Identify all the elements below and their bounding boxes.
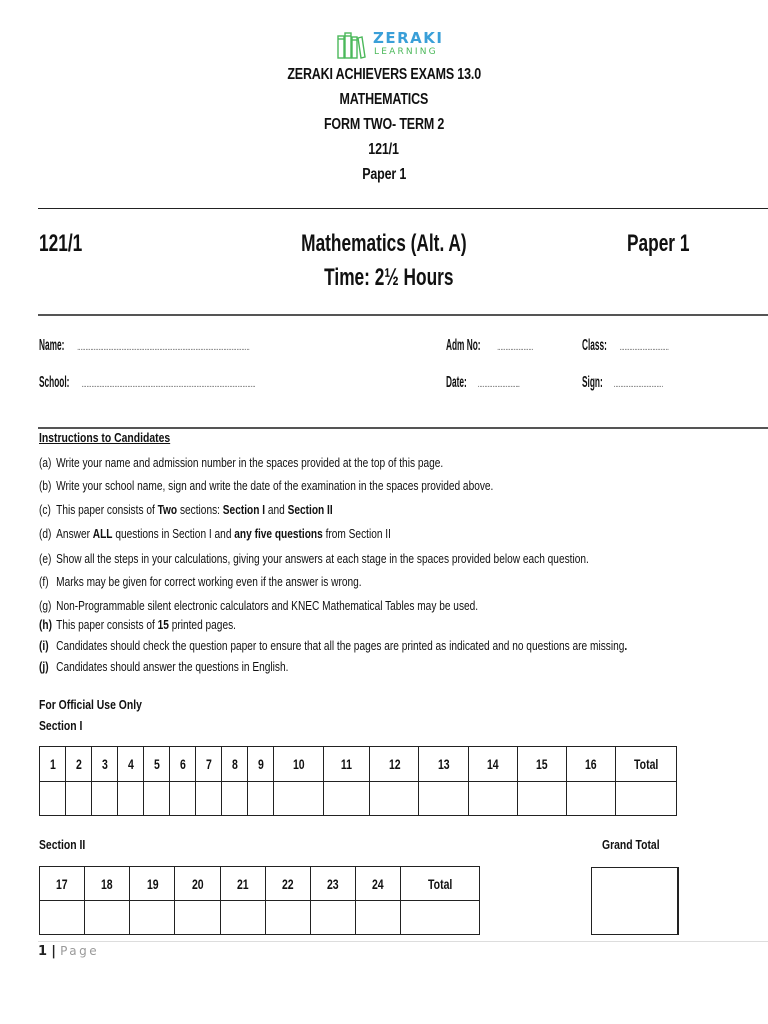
instruction-item (39, 574, 759, 589)
instruction-text: Write your school name, sign and write the date of the examination in the spaces provided above. (56, 478, 494, 493)
section1-header-cell: 3 (92, 747, 118, 782)
instruction-text: Answer (56, 526, 93, 541)
instruction-item (39, 478, 759, 493)
class-line: ………………………… (619, 342, 670, 353)
section2-score-cell[interactable] (310, 901, 355, 935)
section2-header-cell: 18 (85, 867, 130, 901)
instruction-text: and (265, 502, 288, 517)
paper-code: 121/1 (368, 141, 400, 158)
instruction-item (39, 598, 759, 613)
page-footer (38, 944, 99, 959)
sign-line: ………………………… (614, 379, 664, 390)
section1-header-cell: Total (616, 747, 677, 782)
instruction-letter: (d) (39, 526, 52, 541)
section1-header-cell: 13 (419, 747, 468, 782)
section2-score-cell[interactable] (85, 901, 130, 935)
section2-score-cell[interactable] (175, 901, 220, 935)
instruction-letter: (c) (39, 502, 51, 517)
footer-divider (38, 941, 768, 942)
section1-score-cell[interactable] (274, 782, 323, 816)
instruction-text: Candidates should check the question paper to ensure that all the pages are printed as indicated and no questions are missing (56, 638, 625, 653)
name-field[interactable]: Name: …………………………………………………………………………………………… (39, 337, 250, 354)
section2-marks-table (39, 866, 480, 935)
section1-score-cell[interactable] (323, 782, 370, 816)
section2-header-cell: 20 (175, 867, 220, 901)
logo-brand: ZERAKI (373, 29, 444, 47)
instruction-text: sections: (177, 502, 223, 517)
instructions-title: Instructions to Candidates (39, 430, 171, 445)
instruction-item (39, 502, 759, 517)
section1-header-cell: 8 (222, 747, 248, 782)
instruction-text: Write your name and admission number in the spaces provided at the top of this page. (56, 455, 444, 470)
subject-title: MATHEMATICS (339, 91, 429, 108)
school-line: ……………………………………………………………………………………………. (81, 379, 255, 390)
divider (38, 427, 768, 429)
section2-score-cell[interactable] (355, 901, 400, 935)
section1-score-cell[interactable] (66, 782, 92, 816)
header-title: Mathematics (Alt. A) (301, 230, 467, 257)
instruction-letter: (b) (39, 478, 52, 493)
section2-label: Section II (39, 837, 86, 852)
section1-header-cell: 4 (118, 747, 144, 782)
section2-score-cell[interactable] (130, 901, 175, 935)
instruction-item (39, 617, 759, 632)
section2-header-cell: 17 (40, 867, 85, 901)
section1-score-cell[interactable] (248, 782, 274, 816)
page-label: Page (60, 944, 100, 958)
page-separator: | (51, 944, 56, 959)
instruction-text: ALL (92, 526, 113, 541)
section1-marks-table (39, 746, 677, 816)
instruction-letter: (e) (39, 551, 52, 566)
section2-score-cell[interactable] (40, 901, 85, 935)
section1-score-cell[interactable] (468, 782, 517, 816)
date-line: …………………….. (478, 379, 520, 390)
instruction-text: Section II (287, 502, 333, 517)
section1-score-cell[interactable] (196, 782, 222, 816)
section1-score-cell[interactable] (40, 782, 66, 816)
instruction-text: from Section II (322, 526, 391, 541)
section1-score-cell[interactable] (616, 782, 677, 816)
divider (38, 314, 768, 316)
section1-header-cell: 2 (66, 747, 92, 782)
adm-no-field[interactable]: Adm No: …………………. (446, 337, 533, 354)
section1-score-cell[interactable] (92, 782, 118, 816)
class-field[interactable]: Class: ………………………… (582, 337, 670, 354)
section2-header-cell: 22 (265, 867, 310, 901)
header-paper: Paper 1 (627, 230, 690, 257)
section2-score-cell[interactable] (265, 901, 310, 935)
section2-score-cell[interactable] (220, 901, 265, 935)
section1-score-cell[interactable] (144, 782, 170, 816)
header-time: Time: 2½ Hours (324, 264, 454, 291)
section1-score-cell[interactable] (517, 782, 566, 816)
instruction-text: . (624, 638, 628, 653)
instruction-letter: (f) (39, 574, 49, 589)
section1-header-cell: 6 (170, 747, 196, 782)
instruction-text: Two (157, 502, 178, 517)
date-field[interactable]: Date: …………………….. (446, 374, 520, 391)
instruction-letter: (i) (39, 638, 49, 653)
instruction-letter: (g) (39, 598, 52, 613)
paper-number: Paper 1 (361, 166, 406, 183)
instruction-text: Show all the steps in your calculations, giving your answers at each stage in the spaces provided below each question. (56, 551, 589, 566)
section1-header-cell: 10 (274, 747, 323, 782)
zeraki-logo (336, 28, 446, 64)
section1-score-cell[interactable] (118, 782, 144, 816)
school-field[interactable]: School: ……………………………………………………………………………………………. (39, 374, 255, 391)
section2-header-cell: Total (401, 867, 480, 901)
instruction-item (39, 551, 759, 566)
section1-header-cell: 15 (517, 747, 566, 782)
section1-header-cell: 7 (196, 747, 222, 782)
official-use-title: For Official Use Only (39, 697, 142, 712)
section1-score-cell[interactable] (566, 782, 615, 816)
instruction-text: 15 (157, 617, 169, 632)
logo-tagline: LEARNING (374, 47, 438, 57)
section1-header-cell: 14 (468, 747, 517, 782)
section1-header-cell: 12 (370, 747, 419, 782)
section1-score-cell[interactable] (419, 782, 468, 816)
section2-header-cell: 19 (130, 867, 175, 901)
grand-total-box[interactable] (591, 867, 679, 935)
instruction-text: any five questions (234, 526, 323, 541)
section2-header-cell: 23 (310, 867, 355, 901)
instruction-text: Marks may be given for correct working even if the answer is wrong. (56, 574, 362, 589)
section1-header-cell: 16 (566, 747, 615, 782)
section1-score-cell[interactable] (222, 782, 248, 816)
instruction-item (39, 659, 759, 674)
section1-header-cell: 5 (144, 747, 170, 782)
section1-header-cell: 1 (40, 747, 66, 782)
instruction-text: printed pages. (168, 617, 236, 632)
grand-total-label: Grand Total (602, 837, 660, 852)
exam-title: ZERAKI ACHIEVERS EXAMS 13.0 (287, 66, 481, 83)
instruction-item (39, 638, 759, 653)
instruction-letter: (a) (39, 455, 52, 470)
instruction-text: questions in Section I and (112, 526, 235, 541)
header-code: 121/1 (39, 230, 83, 257)
section1-header-cell: 9 (248, 747, 274, 782)
instruction-text: This paper consists of (56, 502, 158, 517)
instruction-item (39, 455, 759, 470)
section2-header-cell: 24 (355, 867, 400, 901)
form-term: FORM TWO- TERM 2 (323, 116, 445, 133)
instruction-text: This paper consists of (56, 617, 158, 632)
page-number: 1 (38, 944, 48, 959)
instruction-letter: (h) (39, 617, 52, 632)
instruction-text: Section I (222, 502, 266, 517)
instruction-item (39, 526, 759, 541)
name-line: …………………………………………………………………………………………… (77, 342, 250, 353)
section1-score-cell[interactable] (170, 782, 196, 816)
divider (38, 208, 768, 209)
section2-score-cell[interactable] (401, 901, 480, 935)
sign-field[interactable]: Sign: ………………………… (582, 374, 664, 391)
section1-score-cell[interactable] (370, 782, 419, 816)
section1-label: Section I (39, 718, 83, 733)
instruction-text: Non-Programmable silent electronic calculators and KNEC Mathematical Tables may be used. (56, 598, 479, 613)
section1-header-cell: 11 (323, 747, 370, 782)
books-icon (336, 30, 366, 60)
instruction-text: Candidates should answer the questions in English. (56, 659, 289, 674)
adm-no-line: …………………. (497, 342, 533, 353)
instruction-letter: (j) (39, 659, 49, 674)
section2-header-cell: 21 (220, 867, 265, 901)
